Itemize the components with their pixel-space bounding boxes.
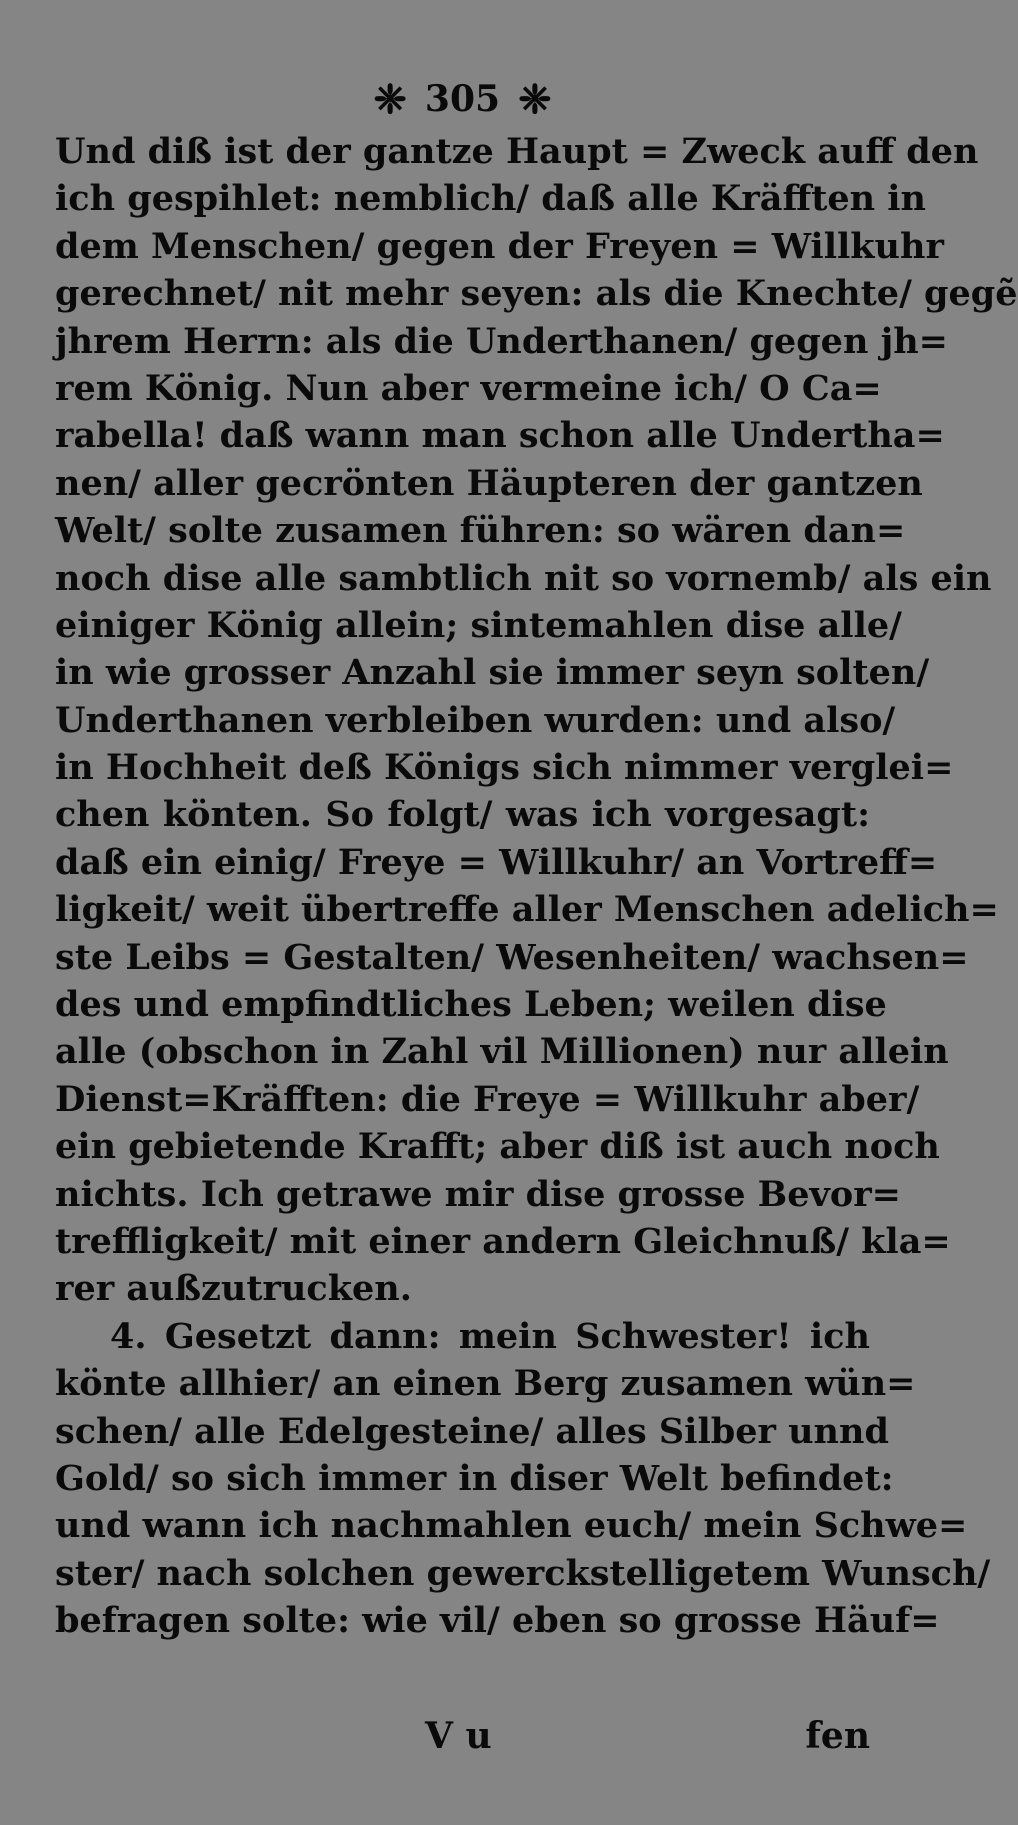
page-footer: [55, 1715, 870, 1775]
text-line: Underthanen verbleiben wurden: und also/: [55, 699, 896, 741]
ornament-right-icon: ❈: [518, 75, 552, 123]
text-line: jhrem Herrn: als die Underthanen/ gegen jh=: [55, 320, 949, 362]
text-line: einiger König allein; sintemahlen dise alle/: [55, 604, 902, 646]
text-line: und wann ich nachmahlen euch/ mein Schwe=: [55, 1505, 968, 1547]
text-line: ster/ nach solchen gewerckstelligetem Wunsch/: [55, 1552, 991, 1594]
catchword: fen: [805, 1715, 870, 1757]
text-line: schen/ alle Edelgesteine/ alles Silber unnd: [55, 1410, 889, 1452]
text-line: ste Leibs = Gestalten/ Wesenheiten/ wachsen=: [55, 936, 969, 978]
page-header: [55, 70, 870, 128]
text-line: daß ein einig/ Freye = Willkuhr/ an Vortreff=: [55, 841, 938, 883]
text-line: Gold/ so sich immer in diser Welt befindet:: [55, 1457, 894, 1499]
text-line: Welt/ solte zusamen führen: so wären dan=: [55, 510, 906, 552]
text-line: in Hochheit deß Königs sich nimmer verglei=: [55, 747, 954, 789]
ornament-left-icon: ❈: [373, 75, 407, 123]
text-line: ein gebietende Krafft; aber diß ist auch noch: [55, 1126, 940, 1168]
text-line: ligkeit/ weit übertreffe aller Menschen adelich=: [55, 889, 999, 931]
text-line: des und empfindtliches Leben; weilen dise: [55, 984, 887, 1026]
text-line: könte allhier/ an einen Berg zusamen wün=: [55, 1363, 916, 1405]
text-line: Dienst=Kräfften: die Freye = Willkuhr aber/: [55, 1078, 920, 1120]
text-line-paragraph-start: 4. Gesetzt dann: mein Schwester! ich: [110, 1315, 870, 1357]
text-line: befragen solte: wie vil/ eben so grosse Häuf=: [55, 1600, 940, 1642]
text-line: rer außzutrucken.: [55, 1268, 412, 1310]
text-line: rem König. Nun aber vermeine ich/ O Ca=: [55, 367, 882, 409]
text-line: ich gespihlet: nemblich/ daß alle Kräfften in: [55, 178, 927, 220]
text-line: nen/ aller gecrönten Häupteren der gantzen: [55, 462, 923, 504]
text-line: chen könten. So folgt/ was ich vorgesagt:: [55, 794, 870, 836]
signature-mark: V u: [425, 1715, 492, 1757]
text-line: noch dise alle sambtlich nit so vornemb/ als ein: [55, 557, 992, 599]
book-page: [55, 70, 1018, 1810]
text-line: dem Menschen/ gegen der Freyen = Willkuhr: [55, 225, 944, 267]
text-line: alle (obschon in Zahl vil Millionen) nur allein: [55, 1031, 949, 1073]
page-number: 305: [424, 78, 501, 120]
text-line: rabella! daß wann man schon alle Undertha=: [55, 415, 945, 457]
text-line: treffligkeit/ mit einer andern Gleichnuß/ kla=: [55, 1220, 951, 1262]
text-line: nichts. Ich getrawe mir dise grosse Bevor=: [55, 1173, 901, 1215]
text-line: in wie grosser Anzahl sie immer seyn solten/: [55, 652, 930, 694]
text-line: Und diß ist der gantze Haupt = Zweck auff den: [55, 131, 979, 172]
body-text: [55, 128, 1018, 1645]
text-line: gerechnet/ nit mehr seyen: als die Knechte/ gegẽ: [55, 273, 1018, 315]
